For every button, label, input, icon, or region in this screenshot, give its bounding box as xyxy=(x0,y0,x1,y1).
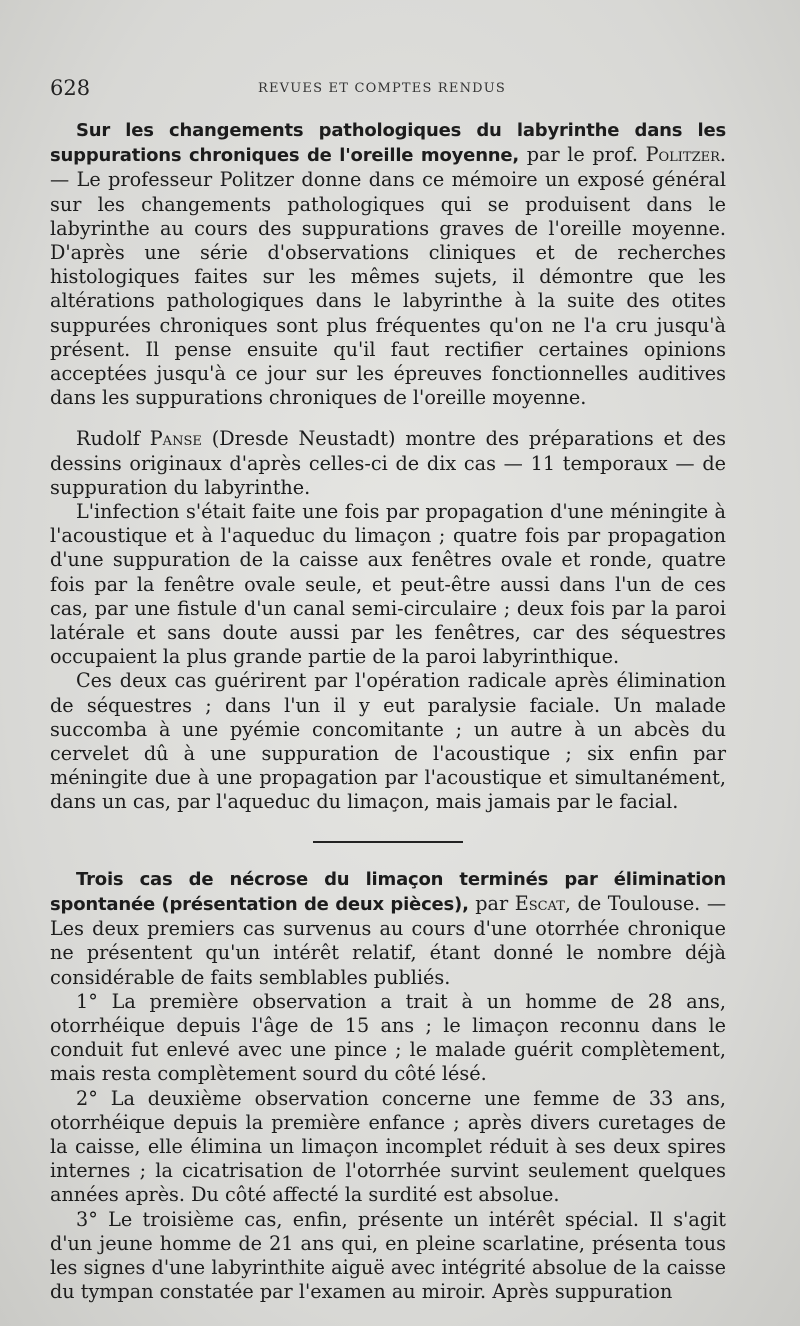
article-title: Trois cas de nécrose du limaçon terminés par élimination spontanée (présentation de deux pièces), xyxy=(50,868,726,915)
page-number: 628 xyxy=(50,76,91,100)
article-author: Escat xyxy=(514,891,565,915)
observation-3: 3° Le troisième cas, enfin, présente un intérêt spécial. Il s'agit d'un jeune homme de 21 ans qui, en pleine scarlatine, présenta tous les signes d'une labyrinthite aiguë avec intégrité absolue de la caisse du tympan constatée par l'examen au miroir. Après suppuration xyxy=(50,1207,726,1304)
article-text: . — Le professeur Politzer donne dans ce mémoire un exposé général sur les changements pathologiques qui se produisent dans le labyrinthe au cours des suppurations graves de l'oreille moyenne. D'après une série d'observations cliniques et de recherches histologiques faites sur les mêmes sujets, il démontre que les altérations pathologiques dans le labyrinthe à la suite des otites suppurées chroniques sont plus fréquentes qu'on ne l'a cru jusqu'à présent. Il pense ensuite qu'il faut rectifier certaines opinions acceptées jusqu'à ce jour sur les épreuves fonctionnelles auditives dans les suppurations chroniques de l'oreille moyenne. xyxy=(50,143,727,410)
article-author: Politzer xyxy=(645,143,720,167)
article-text: Les deux premiers cas survenus au cours d'une otorrhée chronique ne présentent qu'un intérêt relatif, étant donné le nombre déjà considérable de faits semblables publiés. xyxy=(50,917,726,989)
article-escat xyxy=(50,867,726,990)
author-place: , de Toulouse. — xyxy=(564,891,727,915)
article-byline: par xyxy=(468,891,515,915)
running-title: REVUES ET COMPTES RENDUS xyxy=(258,81,507,96)
paragraph-panse-intro xyxy=(50,427,726,500)
article-byline: par le prof. xyxy=(519,143,646,167)
observation-1: 1° La première observation a trait à un homme de 28 ans, otorrhéique depuis l'âge de 15 ans ; le limaçon reconnu dans le conduit fut enlevé avec une pince ; le malade guérit complètement, mais resta complètement sourd du côté lésé. xyxy=(50,989,726,1086)
article-author: Panse xyxy=(149,427,202,451)
paragraph-panse-infection: L'infection s'était faite une fois par propagation d'une méningite à l'acoustique et à l'aqueduc du limaçon ; quatre fois par propagation d'une suppuration de la caisse aux fenêtres ovale et ronde, quatre fois par la fenêtre ovale seule, et peut-être aussi dans l'un de ces cas, par une fistule d'un canal semi-circulaire ; deux fois par la paroi latérale et sans doute aussi par les fenêtres, car des séquestres occupaient la plus grande partie de la paroi labyrinthique. xyxy=(50,500,726,669)
page-header xyxy=(50,76,740,102)
text-run: (Dresde Neustadt) montre des préparations et des dessins originaux d'après celles-ci de dix cas — 11 temporaux — de suppuration du labyrinthe. xyxy=(50,427,726,499)
article-politzer xyxy=(50,118,726,410)
text-run: Rudolf xyxy=(76,427,150,451)
article-title: Sur les changements pathologiques du labyrinthe dans les suppurations chroniques de l'oreille moyenne, xyxy=(50,120,726,167)
observation-2: 2° La deuxième observation concerne une femme de 33 ans, otorrhéique depuis la première enfance ; après divers curetages de la caisse, elle élimina un limaçon incomplet réduit à ses deux spires internes ; la cicatrisation de l'otorrhée survint seulement quelques années après. Du côté affecté la surdité est absolue. xyxy=(50,1086,726,1207)
page-body xyxy=(50,118,726,1304)
section-divider xyxy=(313,841,463,843)
paragraph-panse-outcomes: Ces deux cas guérirent par l'opération radicale après élimination de séquestres ; dans l'un il y eut paralysie faciale. Un malade succomba à une pyémie concomitante ; un autre à un abcès du cervelet dû à une suppuration de l'acoustique ; six enfin par méningite due à une propagation par l'acoustique et simultanément, dans un cas, par l'aqueduc du limaçon, mais jamais par le facial. xyxy=(50,669,726,814)
